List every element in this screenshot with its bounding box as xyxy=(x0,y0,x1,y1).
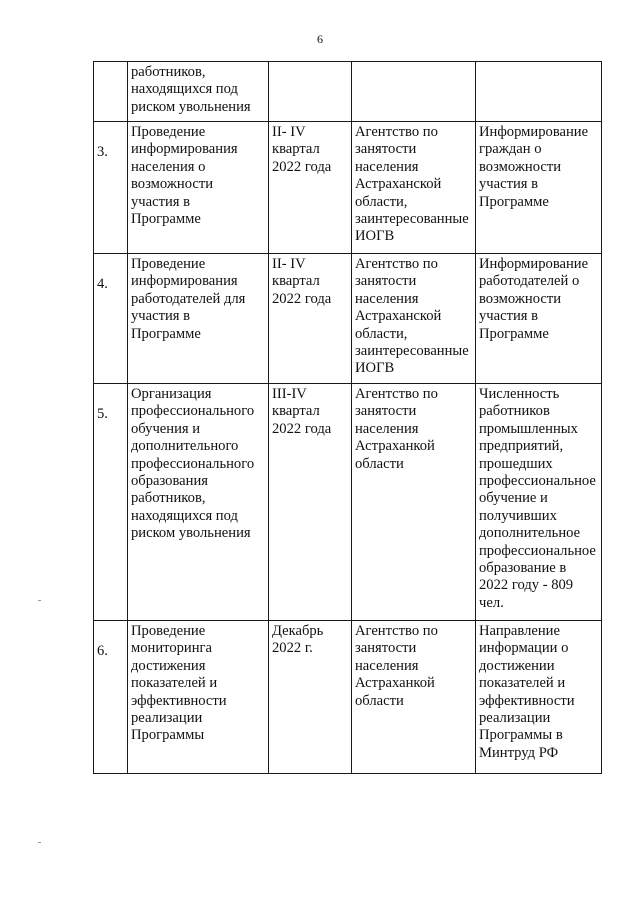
table-row xyxy=(94,254,602,384)
executor-cell: Агентство по занятости населения Астраханкой области xyxy=(352,621,476,774)
activity-cell: Проведение мониторинга достижения показателей и эффективности реализации Программы xyxy=(128,621,269,774)
scan-speck xyxy=(38,600,41,601)
term-cell: Декабрь 2022 г. xyxy=(269,621,352,774)
activity-plan-table xyxy=(93,61,602,774)
row-number-cell: 5. xyxy=(94,384,128,621)
page-number: 6 xyxy=(317,32,323,46)
result-cell: Информирование граждан о возможности участия в Программе xyxy=(476,122,602,254)
result-cell: Информирование работодателей о возможности участия в Программе xyxy=(476,254,602,384)
activity-cell: работников, находящихся под риском увольнения xyxy=(128,62,269,122)
term-cell: III-IV квартал 2022 года xyxy=(269,384,352,621)
activity-cell: Проведение информирования работодателей для участия в Программе xyxy=(128,254,269,384)
table-row xyxy=(94,621,602,774)
executor-cell: Агентство по занятости населения Астраханкой области xyxy=(352,384,476,621)
activity-cell: Проведение информирования населения о возможности участия в Программе xyxy=(128,122,269,254)
activity-cell: Организация профессионального обучения и дополнительного профессионального образования работников, находящихся под риском увольнения xyxy=(128,384,269,621)
executor-cell: Агентство по занятости населения Астраханской области, заинтересованные ИОГВ xyxy=(352,254,476,384)
term-cell: II- IV квартал 2022 года xyxy=(269,254,352,384)
executor-cell: Агентство по занятости населения Астраханской области, заинтересованные ИОГВ xyxy=(352,122,476,254)
row-number-cell: 6. xyxy=(94,621,128,774)
table-row xyxy=(94,122,602,254)
scan-speck xyxy=(38,842,41,843)
row-number-cell: 3. xyxy=(94,122,128,254)
executor-cell xyxy=(352,62,476,122)
row-number-cell xyxy=(94,62,128,122)
table-row xyxy=(94,62,602,122)
row-number-cell: 4. xyxy=(94,254,128,384)
term-cell xyxy=(269,62,352,122)
result-cell: Направление информации о достижении показателей и эффективности реализации Программы в Минтруд РФ xyxy=(476,621,602,774)
result-cell: Численность работников промышленных предприятий, прошедших профессиональное обучение и получивших дополнительное профессиональное образование в 2022 году - 809 чел. xyxy=(476,384,602,621)
table-row xyxy=(94,384,602,621)
term-cell: II- IV квартал 2022 года xyxy=(269,122,352,254)
result-cell xyxy=(476,62,602,122)
